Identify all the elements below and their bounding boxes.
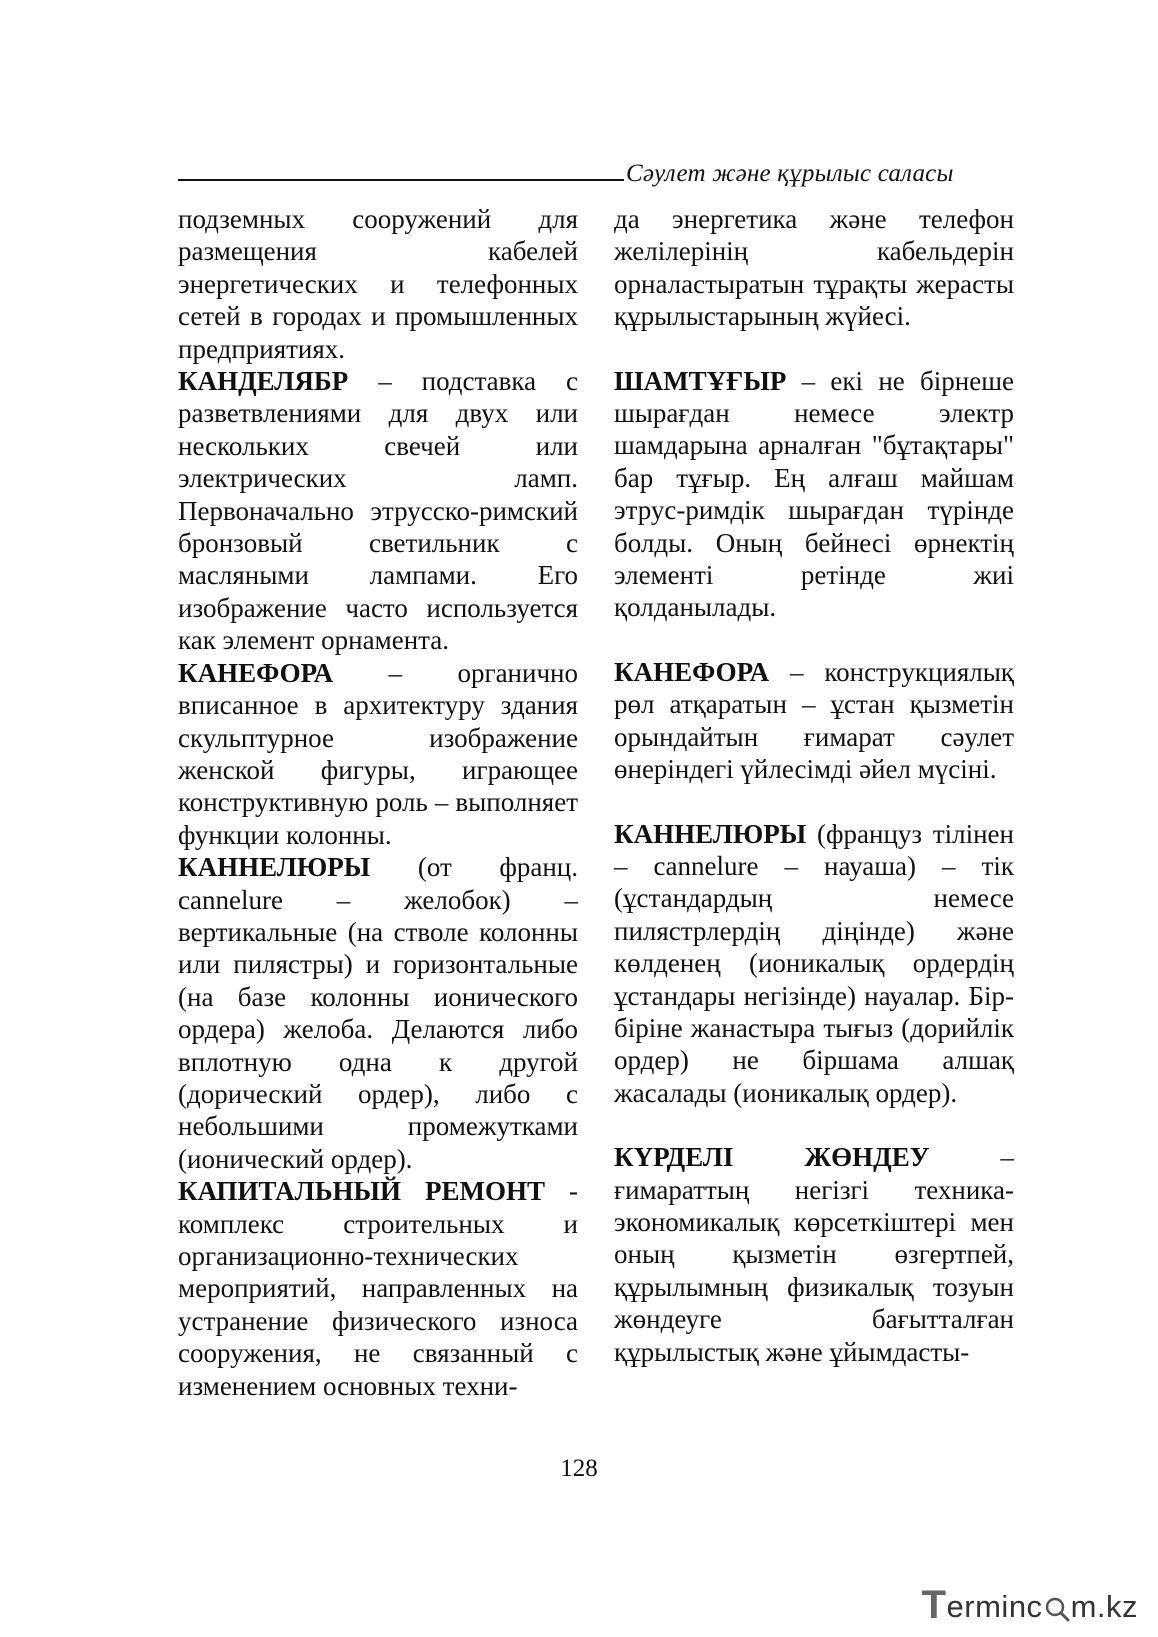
running-head: Сәулет және құрылыс саласы	[626, 160, 954, 187]
left-definition-kannelyury: (от франц. cannelure – желобок) – вертикальные (на стволе колонны или пилястры) и горизонтальные (на базе колонны ионического ордера) желоба. Делаются либо вплотную одна к другой (дорический ордер), либо с небольшими промежутками (ионический ордер).	[178, 852, 578, 1174]
left-term-kannelyury: КАННЕЛЮРЫ	[178, 852, 371, 883]
right-entry-kanefora	[614, 656, 1014, 786]
right-term-shamtugyr: ШАМТҰҒЫР	[614, 365, 787, 396]
left-entry-kanefora	[178, 657, 578, 851]
left-paragraph-continuation	[178, 203, 578, 365]
left-term-kanefora: КАНЕФОРА	[178, 657, 334, 688]
right-term-kanefora: КАНЕФОРА	[614, 656, 770, 687]
page-number: 128	[560, 1455, 598, 1482]
right-entry-shamtugyr	[614, 365, 1014, 624]
right-term-kurdeli-zhondeu: КҮРДЕЛІ ЖӨНДЕУ	[614, 1142, 930, 1173]
left-continuation-text: подземных сооружений для размещения кабелей энергетических и телефонных сетей в городах и промышленных предприятиях.	[178, 204, 578, 364]
header-rule	[178, 179, 624, 181]
right-definition-kanefora: – конструкциялық рөл атқаратын – ұстан қызметін орындайтын ғимарат сәулет өнеріндегі үйлесімді әйел мүсіні.	[614, 656, 1014, 785]
magnifier-icon	[1044, 1596, 1070, 1622]
watermark-text-end: m.kz	[1070, 1589, 1138, 1624]
right-column-kazakh	[614, 203, 1014, 1368]
left-term-kandelyabr: КАНДЕЛЯБР	[178, 366, 349, 397]
left-definition-kanefora: – органично вписанное в архитектуру здания скульптурное изображение женской фигуры, играющее конструктивную роль – выполняет функции колонны.	[178, 657, 578, 850]
right-entry-kannelyury	[614, 818, 1014, 1110]
left-definition-kandelyabr: – подставка с разветвлениями для двух или нескольких свечей или электрических ламп. Первоначально этрусско-римский бронзовый светильник с масляными лампами. Его изображение часто используется как элемент орнамента.	[178, 366, 578, 656]
left-term-kapitalny-remont: КАПИТАЛЬНЫЙ РЕМОНТ	[178, 1176, 546, 1207]
right-definition-kurdeli-zhondeu: – ғимараттың негізгі техника-экономикалық көрсеткіштері мен оның қызметін өзгертпей, құрылымның физикалық тозуын жөндеуге бағытталған құрылыстық және ұйымдасты-	[614, 1142, 1015, 1367]
left-column-russian	[178, 203, 578, 1402]
left-entry-kandelyabr	[178, 365, 578, 657]
terminkom-watermark	[922, 1585, 1138, 1625]
left-entry-kapitalny-remont	[178, 1175, 578, 1402]
right-definition-kannelyury: (француз тілінен – cannelure – науаша) – тік (ұстандардың немесе пилястрлердің діңінде) және көлденең (ионикалық ордердің ұстандары негізінде) науалар. Бір-біріне жанастыра тығыз (дорийлік ордер) не біршама алшақ жасалады (ионикалық ордер).	[614, 818, 1014, 1108]
left-entry-kannelyury	[178, 851, 578, 1175]
watermark-letter-t: T	[921, 1583, 947, 1627]
right-paragraph-continuation	[614, 203, 1014, 333]
left-definition-kapitalny-remont: - комплекс строительных и организационно-технических мероприятий, направленных на устранение физического износа сооружения, не связанный с изменением основных техни-	[178, 1176, 578, 1401]
watermark-text-middle: erminc	[946, 1589, 1043, 1624]
right-term-kannelyury: КАННЕЛЮРЫ	[614, 818, 807, 849]
right-definition-shamtugyr: – екі не бірнеше шырағдан немесе электр шамдарына арналған "бұтақтары" бар тұғыр. Ең алғаш майшам этрус-римдік шырағдан түрінде болды. Оның бейнесі өрнектің элементі ретінде жиі қолданылады.	[614, 365, 1014, 623]
right-continuation-text: да энергетика және телефон желілерінің кабельдерін орналастыратын тұрақты жерасты құрылыстарының жүйесі.	[614, 204, 1014, 332]
right-entry-kurdeli-zhondeu	[614, 1141, 1014, 1368]
